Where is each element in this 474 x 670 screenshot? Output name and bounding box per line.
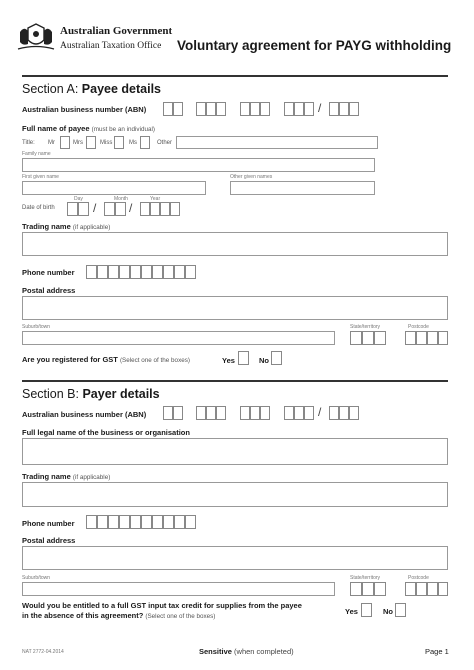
abn-digit-box[interactable] xyxy=(163,406,173,420)
dob-day-caption: Day xyxy=(74,196,83,202)
coat-of-arms-icon xyxy=(14,22,58,52)
abn-digit-box[interactable] xyxy=(294,102,304,116)
dob-year-box[interactable] xyxy=(150,202,160,216)
abn-digit-box[interactable] xyxy=(196,102,206,116)
first-given-name-label: First given name xyxy=(22,174,59,180)
payer-trading-name-input[interactable] xyxy=(22,482,448,507)
postcode-box[interactable] xyxy=(427,582,438,596)
dob-month-caption: Month xyxy=(114,196,128,202)
phone-digit-box[interactable] xyxy=(119,265,130,279)
payer-legal-name-input[interactable] xyxy=(22,438,448,465)
postcode-label: Postcode xyxy=(408,575,429,581)
payee-postal-label: Postal address xyxy=(22,286,76,295)
postcode-box[interactable] xyxy=(427,331,438,345)
abn-digit-box[interactable] xyxy=(216,406,226,420)
first-given-name-input[interactable] xyxy=(22,181,206,195)
payee-trading-name-label: Trading name (if applicable) xyxy=(22,222,111,231)
dob-day-box[interactable] xyxy=(67,202,78,216)
abn-digit-box[interactable] xyxy=(206,102,216,116)
state-box[interactable] xyxy=(374,331,386,345)
postcode-box[interactable] xyxy=(405,331,416,345)
family-name-input[interactable] xyxy=(22,158,375,172)
state-box[interactable] xyxy=(362,582,374,596)
dob-year-box[interactable] xyxy=(140,202,150,216)
abn-digit-box[interactable] xyxy=(349,102,359,116)
payee-suburb-input[interactable] xyxy=(22,331,335,345)
phone-digit-box[interactable] xyxy=(86,265,97,279)
abn-digit-box[interactable] xyxy=(339,406,349,420)
payer-trading-name-label: Trading name (if applicable) xyxy=(22,472,111,481)
state-label: State/territory xyxy=(350,324,381,330)
abn-digit-box[interactable] xyxy=(260,102,270,116)
title-mr-checkbox[interactable] xyxy=(60,136,70,149)
payee-trading-name-input[interactable] xyxy=(22,232,448,256)
payee-gst-question: Are you registered for GST (Select one of the boxes) xyxy=(22,355,190,364)
phone-digit-box[interactable] xyxy=(152,265,163,279)
title-mrs-label: Mrs xyxy=(73,140,83,146)
government-name: Australian Government xyxy=(60,25,173,37)
title-ms-label: Ms xyxy=(129,140,137,146)
phone-digit-box[interactable] xyxy=(119,515,130,529)
payer-gst-question-line2: in the absence of this agreement? (Select one of the boxes) xyxy=(22,611,216,620)
gst-yes-checkbox[interactable] xyxy=(238,351,249,365)
suburb-label: Suburb/town xyxy=(22,324,51,330)
abn-digit-box[interactable] xyxy=(329,102,339,116)
other-given-names-input[interactable] xyxy=(230,181,375,195)
phone-digit-box[interactable] xyxy=(108,515,119,529)
dob-year-caption: Year xyxy=(150,196,161,202)
abn-digit-box[interactable] xyxy=(206,406,216,420)
abn-digit-box[interactable] xyxy=(173,102,183,116)
title-mr-label: Mr xyxy=(48,140,55,146)
payer-suburb-input[interactable] xyxy=(22,582,335,596)
payer-postal-label: Postal address xyxy=(22,536,76,545)
payee-full-name-label: Full name of payee (must be an individual) xyxy=(22,124,155,133)
phone-digit-box[interactable] xyxy=(86,515,97,529)
phone-digit-box[interactable] xyxy=(174,515,185,529)
dob-year-box[interactable] xyxy=(160,202,170,216)
page-number: Page 1 xyxy=(425,647,449,656)
state-box[interactable] xyxy=(350,331,362,345)
abn-digit-box[interactable] xyxy=(173,406,183,420)
abn-digit-box[interactable] xyxy=(329,406,339,420)
dob-slash: / xyxy=(93,201,97,215)
dob-year-box[interactable] xyxy=(170,202,180,216)
phone-digit-box[interactable] xyxy=(152,515,163,529)
state-box[interactable] xyxy=(350,582,362,596)
state-box[interactable] xyxy=(374,582,386,596)
gst-credit-yes-label: Yes xyxy=(345,607,358,616)
phone-digit-box[interactable] xyxy=(97,265,108,279)
phone-digit-box[interactable] xyxy=(141,265,152,279)
phone-digit-box[interactable] xyxy=(108,265,119,279)
state-label: State/territory xyxy=(350,575,381,581)
payer-phone-label: Phone number xyxy=(22,519,75,528)
abn-digit-box[interactable] xyxy=(284,102,294,116)
abn-digit-box[interactable] xyxy=(240,102,250,116)
dob-month-box[interactable] xyxy=(104,202,115,216)
section-b-heading: Section B: Payer details xyxy=(22,387,160,401)
document-title: Voluntary agreement for PAYG withholding xyxy=(177,38,452,53)
postcode-box[interactable] xyxy=(438,331,448,345)
abn-digit-box[interactable] xyxy=(304,406,314,420)
dob-month-box[interactable] xyxy=(115,202,126,216)
phone-digit-box[interactable] xyxy=(130,265,141,279)
phone-digit-box[interactable] xyxy=(97,515,108,529)
payer-legal-name-label: Full legal name of the business or organisation xyxy=(22,428,190,437)
gst-yes-label: Yes xyxy=(222,356,235,365)
title-mrs-checkbox[interactable] xyxy=(86,136,96,149)
phone-digit-box[interactable] xyxy=(163,515,174,529)
dob-slash: / xyxy=(129,201,133,215)
payee-postal-address-input[interactable] xyxy=(22,296,448,320)
postcode-label: Postcode xyxy=(408,324,429,330)
payer-abn-label: Australian business number (ABN) xyxy=(22,410,147,419)
abn-digit-box[interactable] xyxy=(284,406,294,420)
payer-gst-question-line1: Would you be entitled to a full GST input tax credit for supplies from the payee xyxy=(22,601,302,610)
abn-digit-box[interactable] xyxy=(260,406,270,420)
title-label: Title: xyxy=(22,140,35,146)
form-code: NAT 2772-04.2014 xyxy=(22,649,64,655)
agency-name: Australian Taxation Office xyxy=(60,41,162,51)
payee-abn-label: Australian business number (ABN) xyxy=(22,105,147,114)
abn-digit-box[interactable] xyxy=(196,406,206,420)
abn-digit-box[interactable] xyxy=(163,102,173,116)
gst-credit-no-label: No xyxy=(383,607,393,616)
dob-label: Date of birth xyxy=(22,205,55,211)
gst-no-label: No xyxy=(259,356,269,365)
section-a-heading: Section A: Payee details xyxy=(22,82,161,96)
gst-credit-no-checkbox[interactable] xyxy=(395,603,406,617)
abn-branch-slash: / xyxy=(318,101,322,115)
abn-digit-box[interactable] xyxy=(250,406,260,420)
title-ms-checkbox[interactable] xyxy=(140,136,150,149)
phone-digit-box[interactable] xyxy=(185,515,196,529)
payer-postal-address-input[interactable] xyxy=(22,546,448,570)
postcode-box[interactable] xyxy=(416,582,427,596)
section-a-divider xyxy=(22,75,448,77)
abn-digit-box[interactable] xyxy=(304,102,314,116)
suburb-label: Suburb/town xyxy=(22,575,51,581)
dob-day-box[interactable] xyxy=(78,202,89,216)
title-other-label: Other xyxy=(157,140,173,146)
abn-digit-box[interactable] xyxy=(349,406,359,420)
phone-digit-box[interactable] xyxy=(130,515,141,529)
abn-branch-slash: / xyxy=(318,405,322,419)
title-other-input[interactable] xyxy=(176,136,378,149)
title-miss-checkbox[interactable] xyxy=(114,136,124,149)
abn-digit-box[interactable] xyxy=(339,102,349,116)
title-miss-label: Miss xyxy=(100,140,113,146)
family-name-label: Family name xyxy=(22,151,51,157)
postcode-box[interactable] xyxy=(416,331,427,345)
phone-digit-box[interactable] xyxy=(174,265,185,279)
postcode-box[interactable] xyxy=(438,582,448,596)
other-given-names-label: Other given names xyxy=(230,174,273,180)
phone-digit-box[interactable] xyxy=(141,515,152,529)
abn-digit-box[interactable] xyxy=(240,406,250,420)
abn-digit-box[interactable] xyxy=(250,102,260,116)
section-b-divider xyxy=(22,380,448,382)
payee-phone-label: Phone number xyxy=(22,268,75,277)
postcode-box[interactable] xyxy=(405,582,416,596)
phone-digit-box[interactable] xyxy=(185,265,196,279)
abn-digit-box[interactable] xyxy=(216,102,226,116)
state-box[interactable] xyxy=(362,331,374,345)
gst-no-checkbox[interactable] xyxy=(271,351,282,365)
abn-digit-box[interactable] xyxy=(294,406,304,420)
gst-credit-yes-checkbox[interactable] xyxy=(361,603,372,617)
phone-digit-box[interactable] xyxy=(163,265,174,279)
sensitive-notice: Sensitive (when completed) xyxy=(199,647,294,656)
